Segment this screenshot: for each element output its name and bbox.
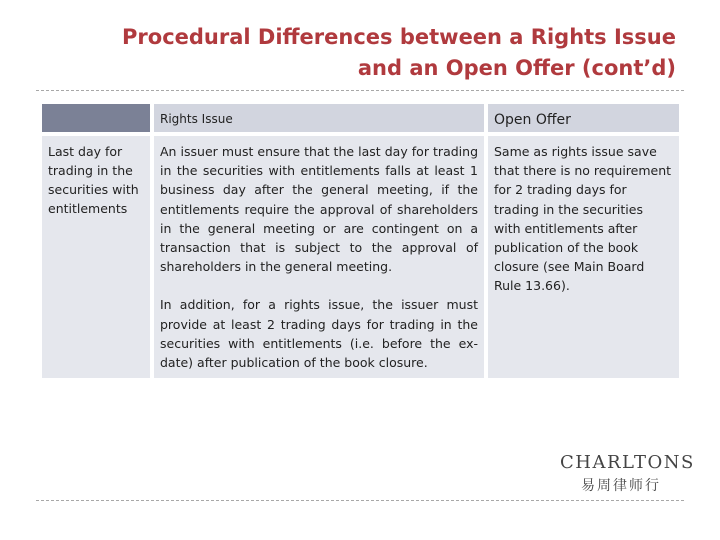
row-label-cell: Last day for trading in the securities with entitlements: [42, 136, 150, 378]
rights-issue-cell: [154, 136, 484, 378]
top-divider: [36, 90, 684, 91]
charltons-logo: [560, 452, 695, 495]
rights-issue-paragraph-2: In addition, for a rights issue, the issuer must provide at least 2 trading days for trading in the securities with entitlements (i.e. before the ex-date) after publication of the book closure.: [160, 297, 478, 371]
slide-title-line-2: and an Open Offer (cont’d): [357, 56, 676, 80]
table-header-row: [42, 104, 679, 132]
comparison-table: [42, 104, 679, 378]
logo-name-chinese: 易周律师行: [581, 478, 661, 494]
header-cell-open-offer: Open Offer: [488, 104, 679, 132]
logo-name-english: CHARLTONS: [560, 452, 695, 473]
bottom-divider: [36, 500, 684, 501]
table-row: [42, 136, 679, 378]
rights-issue-paragraph-1: An issuer must ensure that the last day for trading in the securities with entitlements falls at least 1 business day after the general meeting, if the entitlements require the approval of shareholders in the general meeting or are contingent on a transaction that is subject to the approval of shareholders in the general meeting.: [160, 144, 478, 275]
header-cell-empty: [42, 104, 150, 132]
slide-title: [56, 22, 676, 84]
slide-title-line-1: Procedural Differences between a Rights Issue: [122, 25, 676, 49]
header-cell-rights-issue: Rights Issue: [154, 104, 484, 132]
open-offer-cell: Same as rights issue save that there is no requirement for 2 trading days for trading in the securities with entitlements after publication of the book closure (see Main Board Rule 13.66).: [488, 136, 679, 378]
